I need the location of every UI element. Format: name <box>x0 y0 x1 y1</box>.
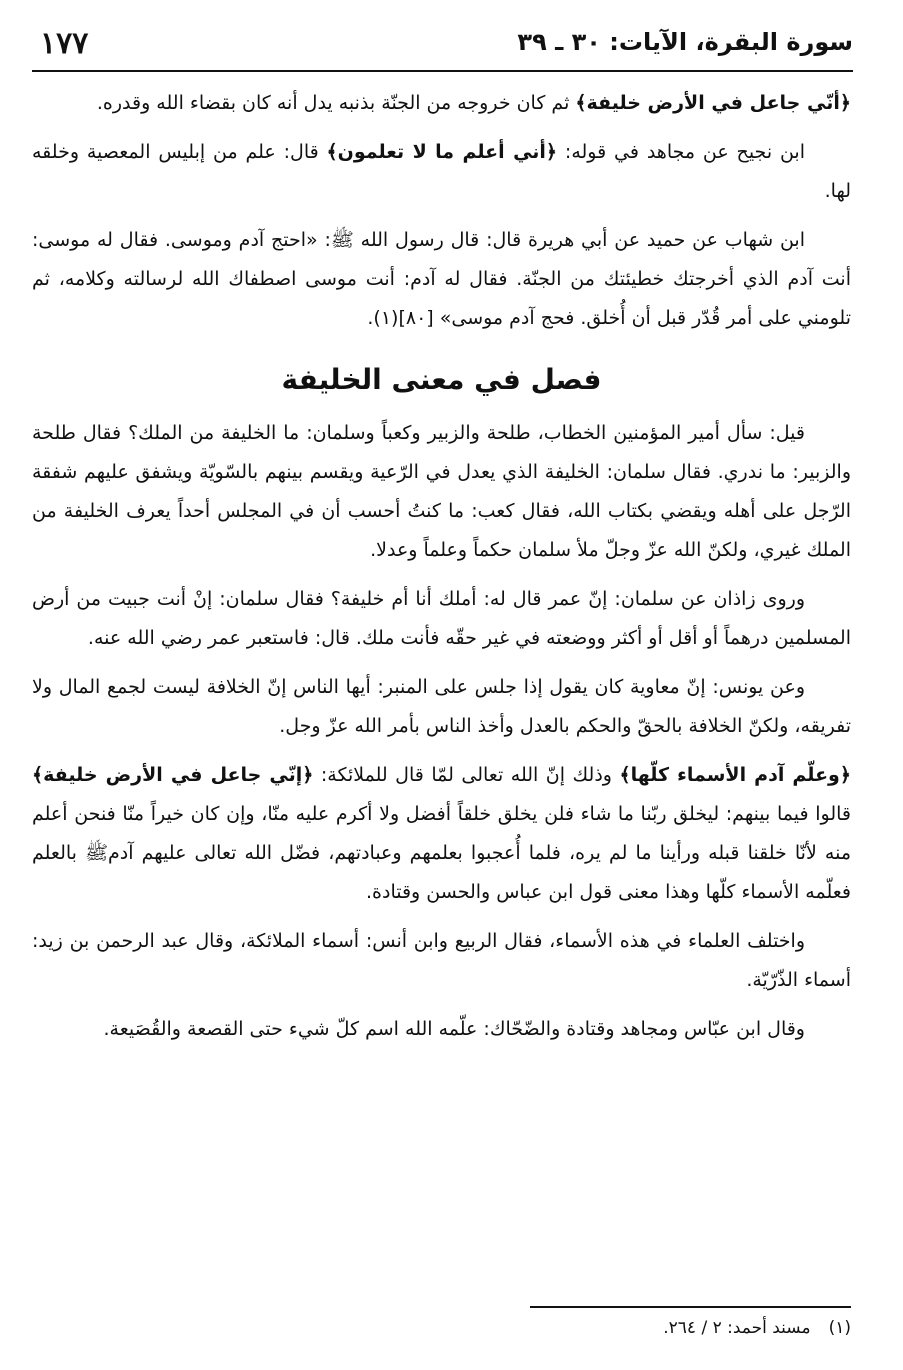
quran-quote: ﴿أني أعلم ما لا تعلمون﴾ <box>326 141 558 163</box>
paragraph-text: ابن شهاب عن حميد عن أبي هريرة قال: قال رسول الله ﷺ: «احتج آدم وموسى. فقال له موسى: أنت آدم الذي أخرجتك خطيئتك من الجنّة. فقال له آدم: أنت موسى اصطفاك الله لرسالته وكلامه، ثم تلومني على أمر قُدّر قبل أن أُخلق. فحج آدم موسى» [٨٠](١). <box>32 229 851 329</box>
paragraph <box>32 668 851 746</box>
quran-quote: ﴿أنّي جاعل في الأرض خليفة﴾ <box>575 92 851 114</box>
paragraph-text: وذلك إنّ الله تعالى لمّا قال للملائكة: <box>313 764 620 786</box>
footnote <box>663 1318 851 1338</box>
paragraph-text: ثم كان خروجه من الجنّة بذنبه يدل أنه كان بقضاء الله وقدره. <box>96 92 576 114</box>
page-body <box>32 84 851 1059</box>
paragraph-text: قالوا فيما بينهم: ليخلق ربّنا ما شاء فلن يخلق خلقاً أفضل ولا أكرم عليه منّا، وإن كان خيراً منّا فنحن أعلم منه لأنّا خلقنا قبله ورأينا ما لم يره، فلما أُعجبوا بعلمهم وعبادتهم، فضّل الله تعالى عليهم آدمﷺ بالعلم فعلّمه الأسماء كلّها وهذا معنى قول ابن عباس والحسن وقتادة. <box>32 803 851 903</box>
paragraph <box>32 756 851 912</box>
paragraph-text: وقال ابن عبّاس ومجاهد وقتادة والضّحّاك: علّمه الله اسم كلّ شيء حتى القصعة والقُصَيعة. <box>103 1018 805 1040</box>
paragraph-text: ابن نجيح عن مجاهد في قوله: <box>557 141 805 163</box>
paragraph <box>32 133 851 211</box>
footnote-mark: (١) <box>828 1318 851 1338</box>
quran-quote: ﴿وعلّم آدم الأسماء كلّها﴾ <box>619 764 851 786</box>
paragraph <box>32 414 851 570</box>
paragraph-text: قال: علم من إبليس المعصية وخلقه لها. <box>32 141 851 202</box>
paragraph <box>32 221 851 338</box>
paragraph-text: وعن يونس: إنّ معاوية كان يقول إذا جلس على المنبر: أيها الناس إنّ الخلافة ليست لجمع المال ولا تفريقه، ولكنّ الخلافة بالحقّ والحكم بالعدل وأخذ الناس بأمر الله عزّ وجل. <box>32 676 851 737</box>
paragraph <box>32 1010 851 1049</box>
paragraph-text: واختلف العلماء في هذه الأسماء، فقال الربيع وابن أنس: أسماء الملائكة، وقال عبد الرحمن بن زيد: أسماء الذّرّيّة. <box>32 930 851 991</box>
page-header <box>32 22 853 72</box>
paragraph <box>32 580 851 658</box>
page-number: ١٧٧ <box>40 26 89 61</box>
paragraph-text: قيل: سأل أمير المؤمنين الخطاب، طلحة والزبير وكعباً وسلمان: ما الخليفة من الملك؟ فقال طلحة والزبير: ما ندري. فقال سلمان: الخليفة الذي يعدل في الرّعية ويقسم بينهم بالسّويّة ويشفق عليهم شفقة الرّجل على أهله ويقضي بكتاب الله، فقال كعب: ما كنتُ أحسب أن في المجلس أحداً يعرف الخليفة من الملك غيري، ولكنّ الله عزّ وجلّ ملأ سلمان حكماً وعلماً وعدلا. <box>32 422 851 561</box>
footnote-text: مسند أحمد: ٢ / ٢٦٤. <box>663 1318 811 1338</box>
quran-quote: ﴿إنّي جاعل في الأرض خليفة﴾ <box>32 764 314 786</box>
section-title: فصل في معنى الخليفة <box>281 363 602 396</box>
paragraph <box>32 84 851 123</box>
paragraph <box>32 922 851 1000</box>
running-head: سورة البقرة، الآيات: ٣٠ ـ ٣٩ <box>517 28 853 56</box>
footnote-divider <box>530 1306 851 1308</box>
paragraph-text: وروى زاذان عن سلمان: إنّ عمر قال له: أملك أنا أم خليفة؟ فقال سلمان: إنْ أنت جبيت من أرض المسلمين درهماً أو أقل أو أكثر ووضعته في غير حقّه فأنت ملك. قال: فاستعبر عمر رضي الله عنه. <box>32 588 851 649</box>
